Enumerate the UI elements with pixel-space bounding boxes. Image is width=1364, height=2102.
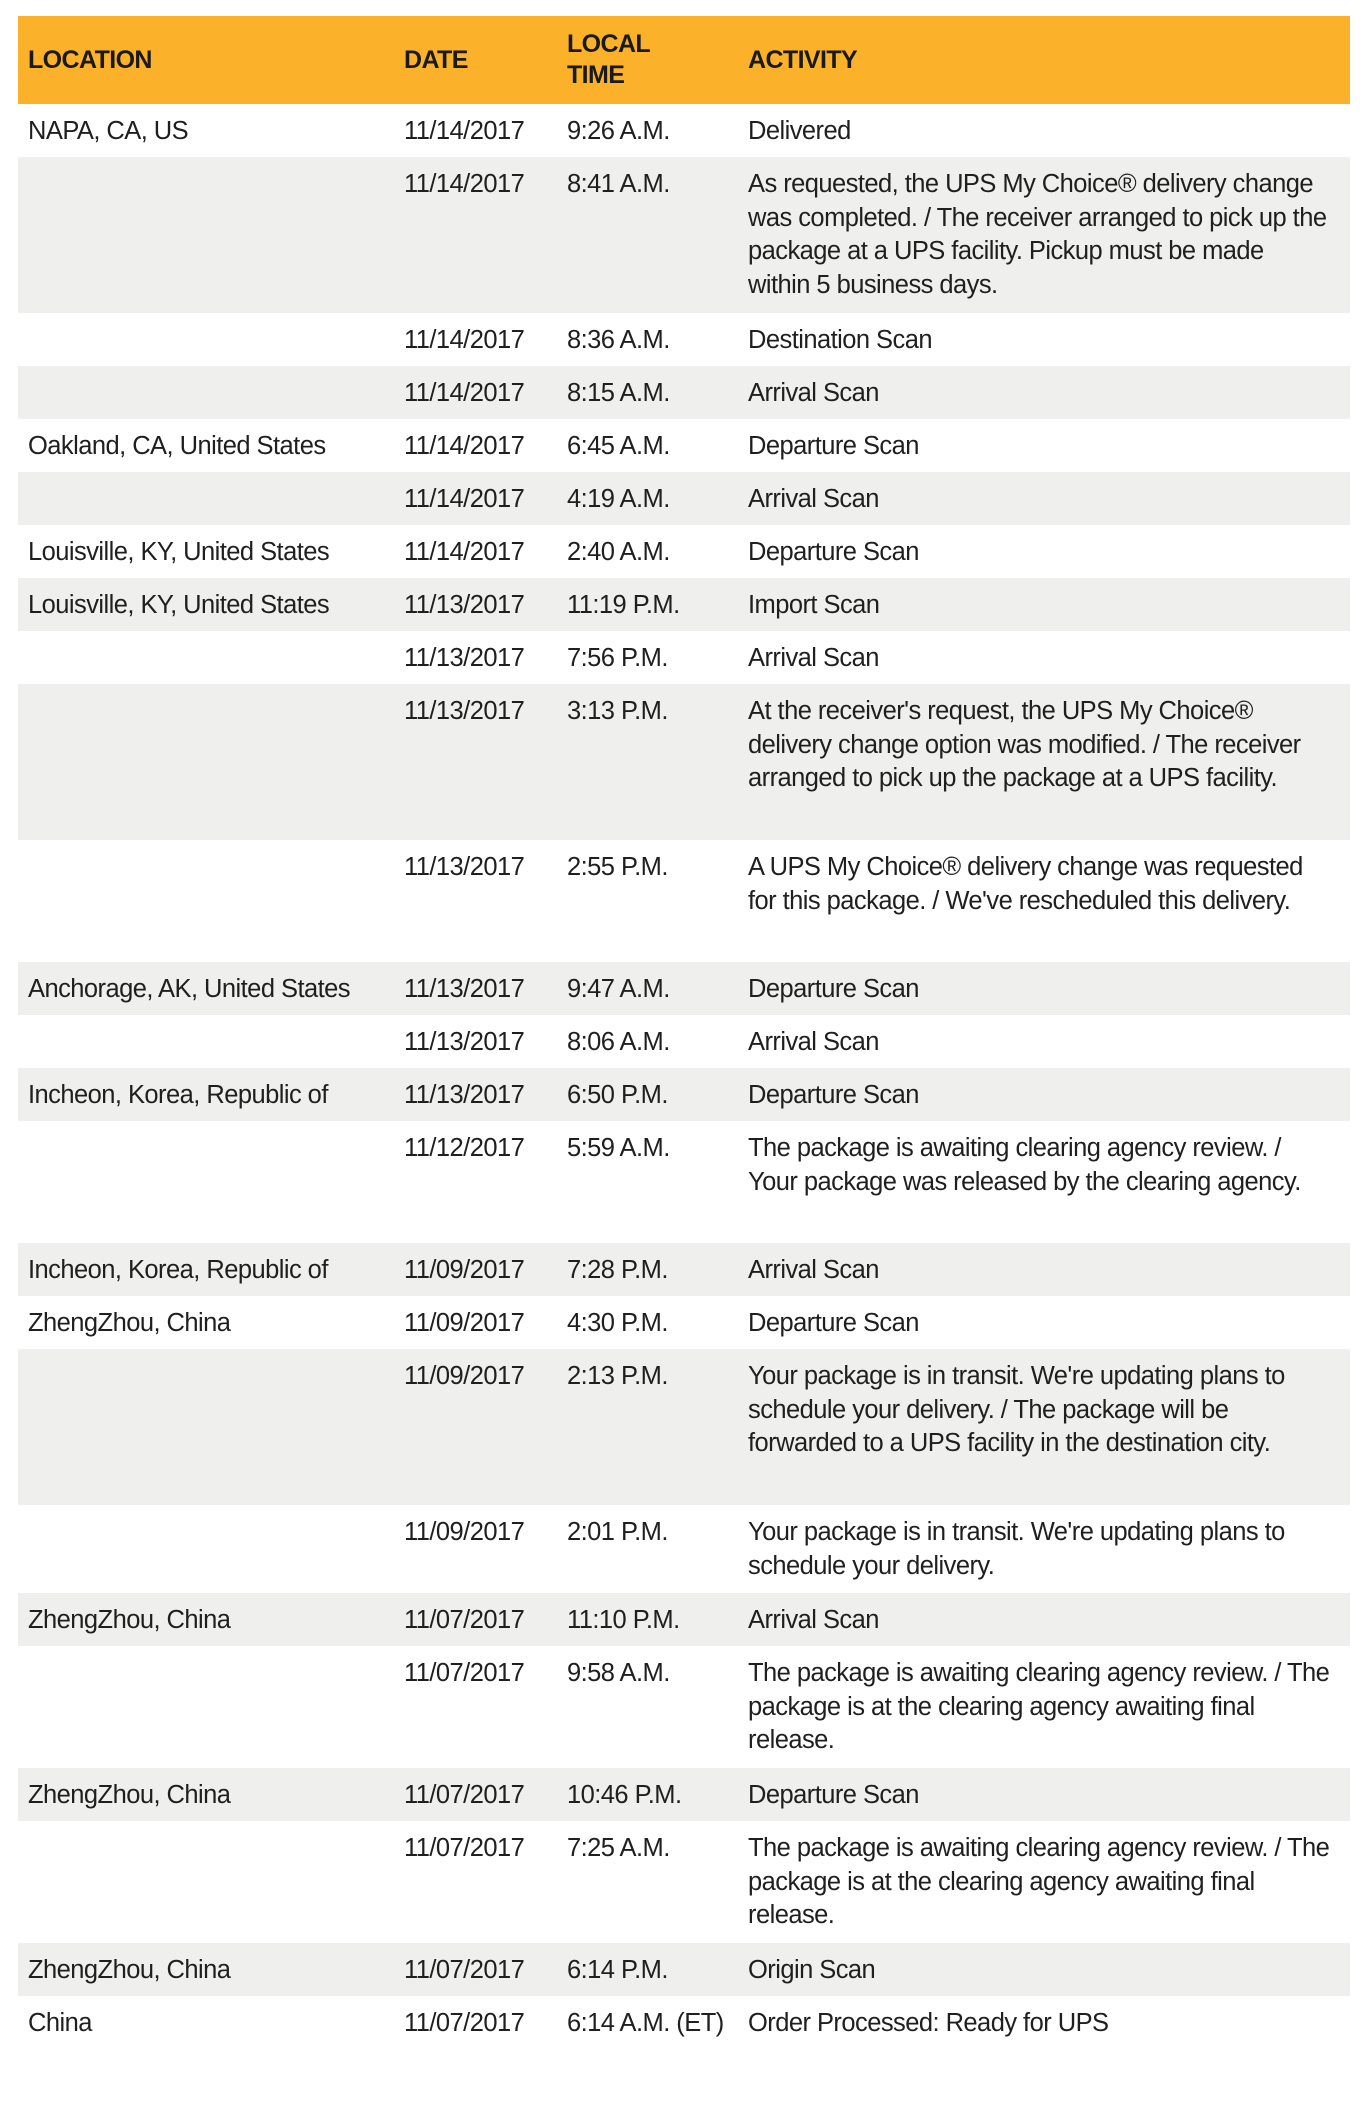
date-cell: 11/07/2017 [404,2009,525,2037]
time-cell: 3:13 P.M. [567,697,668,725]
table-row [18,472,1350,525]
location-cell: Incheon, Korea, Republic of [28,1081,328,1109]
location-cell: ZhengZhou, China [28,1956,231,1984]
table-header [18,16,1350,104]
time-cell: 6:45 A.M. [567,432,670,460]
date-cell: 11/09/2017 [404,1309,525,1337]
header-local-time-line1: LOCAL [567,30,651,58]
date-cell: 11/07/2017 [404,1781,525,1809]
date-cell: 11/07/2017 [404,1659,525,1687]
activity-cell: Departure Scan [748,975,919,1003]
time-cell: 7:25 A.M. [567,1834,670,1862]
activity-cell: Arrival Scan [748,379,879,407]
activity-cell: Departure Scan [748,538,919,566]
location-cell: Oakland, CA, United States [28,432,326,460]
date-cell: 11/09/2017 [404,1362,525,1390]
time-cell: 6:14 A.M. (ET) [567,2009,724,2037]
table-row [18,1505,1350,1593]
table-row [18,1996,1350,2049]
activity-cell: Your package is in transit. We're updating plans to schedule your delivery. [748,1518,1285,1580]
time-cell: 10:46 P.M. [567,1781,682,1809]
location-cell: NAPA, CA, US [28,117,189,145]
table-row [18,1943,1350,1996]
activity-cell: At the receiver's request, the UPS My Choice® delivery change option was modified. / The receiver arranged to pick up the package at a UPS facility. [748,697,1301,793]
time-cell: 9:58 A.M. [567,1659,670,1687]
time-cell: 2:40 A.M. [567,538,670,566]
activity-cell: The package is awaiting clearing agency review. / The package is at the clearing agency awaiting final release. [748,1834,1330,1930]
table-row [18,419,1350,472]
table-row [18,1646,1350,1768]
date-cell: 11/07/2017 [404,1834,525,1862]
header-activity: ACTIVITY [748,45,858,74]
activity-cell: Origin Scan [748,1956,876,1984]
header-local-time-line2: TIME [567,61,625,89]
time-cell: 7:28 P.M. [567,1256,668,1284]
header-location: LOCATION [28,45,152,74]
location-cell: Louisville, KY, United States [28,538,330,566]
activity-cell: The package is awaiting clearing agency review. / Your package was released by the clearing agency. [748,1134,1301,1196]
table-row [18,578,1350,631]
activity-cell: Order Processed: Ready for UPS [748,2009,1109,2037]
date-cell: 11/13/2017 [404,975,525,1003]
activity-cell: Arrival Scan [748,644,879,672]
time-cell: 7:56 P.M. [567,644,668,672]
time-cell: 6:14 P.M. [567,1956,668,1984]
date-cell: 11/13/2017 [404,697,525,725]
activity-cell: Departure Scan [748,1081,919,1109]
table-row [18,631,1350,684]
table-row [18,840,1350,962]
time-cell: 11:10 P.M. [567,1606,680,1634]
table-row [18,684,1350,840]
shipment-progress-table [18,16,1350,2049]
date-cell: 11/12/2017 [404,1134,525,1162]
activity-cell: Destination Scan [748,326,932,354]
table-row [18,525,1350,578]
activity-cell: Delivered [748,117,851,145]
activity-cell: Departure Scan [748,1309,919,1337]
time-cell: 9:26 A.M. [567,117,670,145]
activity-cell: Arrival Scan [748,485,879,513]
date-cell: 11/13/2017 [404,644,525,672]
location-cell: Incheon, Korea, Republic of [28,1256,328,1284]
activity-cell: Your package is in transit. We're updating plans to schedule your delivery. / The package will be forwarded to a UPS facility in the destination city. [748,1362,1285,1458]
header-local-time [567,29,748,91]
date-cell: 11/13/2017 [404,591,525,619]
table-body [18,104,1350,2049]
table-row [18,1243,1350,1296]
activity-cell: Arrival Scan [748,1256,879,1284]
location-cell: ZhengZhou, China [28,1606,231,1634]
time-cell: 8:06 A.M. [567,1028,670,1056]
date-cell: 11/13/2017 [404,853,525,881]
time-cell: 8:36 A.M. [567,326,670,354]
time-cell: 11:19 P.M. [567,591,680,619]
table-row [18,1068,1350,1121]
location-cell: ZhengZhou, China [28,1781,231,1809]
date-cell: 11/14/2017 [404,432,525,460]
location-cell: China [28,2009,92,2037]
table-row [18,1349,1350,1505]
time-cell: 2:55 P.M. [567,853,668,881]
time-cell: 5:59 A.M. [567,1134,670,1162]
activity-cell: The package is awaiting clearing agency review. / The package is at the clearing agency awaiting final release. [748,1659,1330,1755]
location-cell: ZhengZhou, China [28,1309,231,1337]
table-row [18,157,1350,313]
activity-cell: As requested, the UPS My Choice® delivery change was completed. / The receiver arranged to pick up the package at a UPS facility. Pickup must be made within 5 business days. [748,170,1327,300]
activity-cell: Arrival Scan [748,1028,879,1056]
time-cell: 2:13 P.M. [567,1362,668,1390]
date-cell: 11/14/2017 [404,326,525,354]
date-cell: 11/07/2017 [404,1606,525,1634]
time-cell: 8:15 A.M. [567,379,670,407]
table-row [18,1593,1350,1646]
activity-cell: Import Scan [748,591,880,619]
time-cell: 4:19 A.M. [567,485,670,513]
table-row [18,962,1350,1015]
date-cell: 11/14/2017 [404,538,525,566]
activity-cell: Arrival Scan [748,1606,879,1634]
activity-cell: A UPS My Choice® delivery change was requested for this package. / We've rescheduled this delivery. [748,853,1303,915]
date-cell: 11/07/2017 [404,1956,525,1984]
table-row [18,366,1350,419]
table-row [18,1768,1350,1821]
time-cell: 4:30 P.M. [567,1309,668,1337]
table-row [18,1821,1350,1943]
table-row [18,1015,1350,1068]
location-cell: Anchorage, AK, United States [28,975,350,1003]
time-cell: 9:47 A.M. [567,975,670,1003]
date-cell: 11/14/2017 [404,117,525,145]
date-cell: 11/13/2017 [404,1081,525,1109]
date-cell: 11/13/2017 [404,1028,525,1056]
date-cell: 11/09/2017 [404,1518,525,1546]
time-cell: 8:41 A.M. [567,170,670,198]
table-row [18,104,1350,157]
time-cell: 2:01 P.M. [567,1518,668,1546]
header-date: DATE [404,45,468,74]
location-cell: Louisville, KY, United States [28,591,330,619]
time-cell: 6:50 P.M. [567,1081,668,1109]
table-row [18,1296,1350,1349]
table-row [18,313,1350,366]
date-cell: 11/14/2017 [404,485,525,513]
date-cell: 11/14/2017 [404,379,525,407]
activity-cell: Departure Scan [748,432,919,460]
activity-cell: Departure Scan [748,1781,919,1809]
date-cell: 11/09/2017 [404,1256,525,1284]
date-cell: 11/14/2017 [404,170,525,198]
table-row [18,1121,1350,1243]
